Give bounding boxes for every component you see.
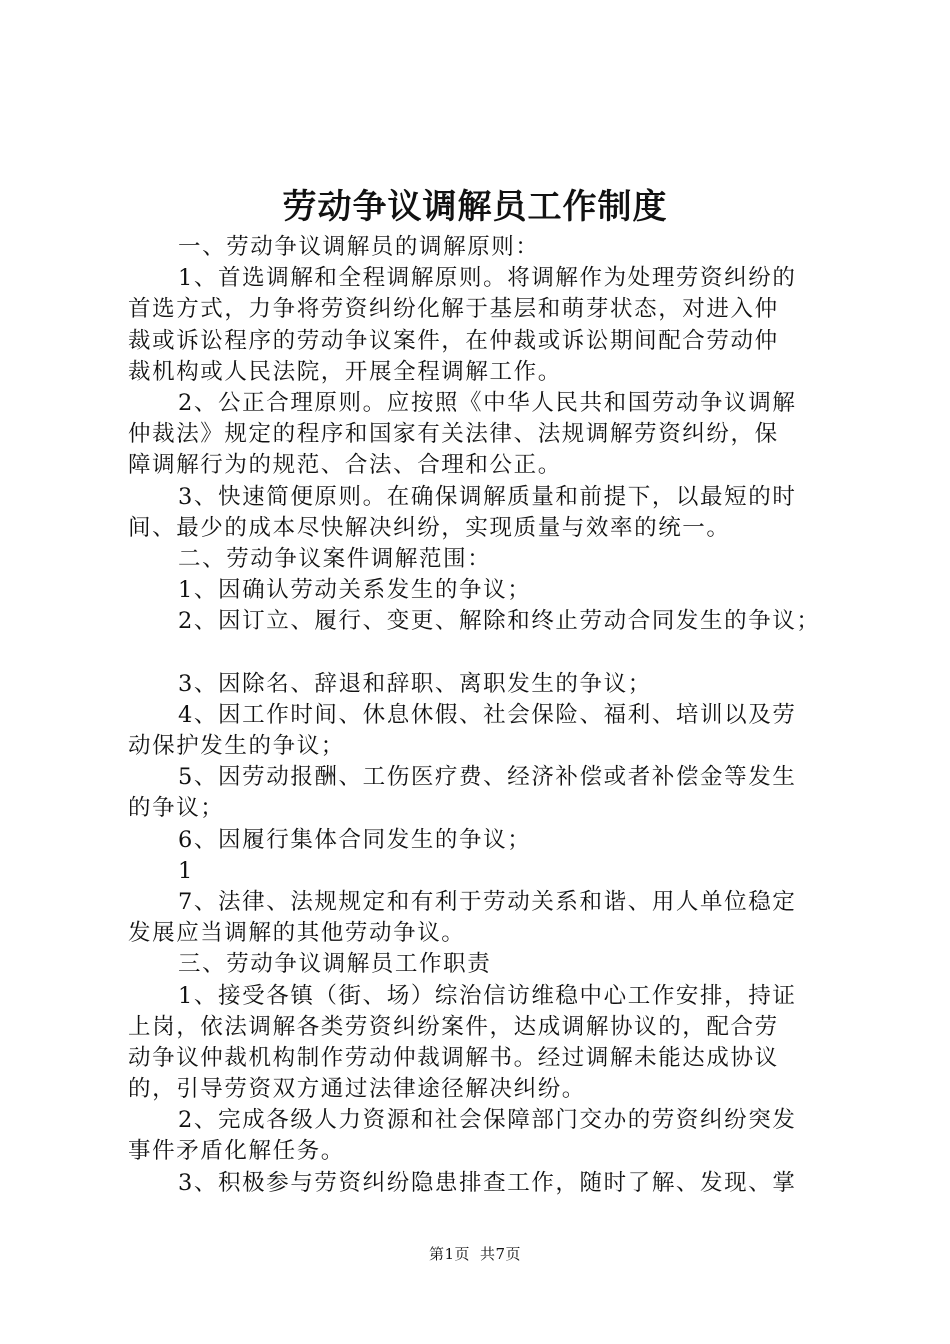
page-footer <box>0 1244 950 1264</box>
paragraph-line: 障调解行为的规范、合法、合理和公正。 <box>128 452 562 479</box>
page-number: 第1页 <box>428 1245 470 1263</box>
list-item: 1、因确认劳动关系发生的争议； <box>178 577 532 604</box>
paragraph-line: 3、积极参与劳资纠纷隐患排查工作，随时了解、发现、掌 <box>178 1169 797 1196</box>
document-body <box>128 232 834 1199</box>
document-title: 劳动争议调解员工作制度 <box>282 187 668 227</box>
paragraph-line: 3、快速简便原则。在确保调解质量和前提下，以最短的时 <box>178 483 797 510</box>
paragraph-line: 2、完成各级人力资源和社会保障部门交办的劳资纠纷突发 <box>178 1107 797 1134</box>
blank-line <box>128 637 834 668</box>
list-item: 2、因订立、履行、变更、解除和终止劳动合同发生的争议； <box>178 608 821 635</box>
paragraph-line: 的，引导劳资双方通过法律途径解决纠纷。 <box>128 1076 586 1103</box>
section-heading: 三、劳动争议调解员工作职责 <box>178 951 492 978</box>
list-item-continuation: 动保护发生的争议； <box>128 733 345 759</box>
paragraph-line: 1、首选调解和全程调解原则。将调解作为处理劳资纠纷的 <box>178 265 797 292</box>
list-item: 7、法律、法规规定和有利于劳动关系和谐、用人单位稳定 <box>178 888 797 915</box>
list-item: 6、因履行集体合同发生的争议； <box>178 826 532 853</box>
paragraph-line: 1、接受各镇（街、场）综治信访维稳中心工作安排，持证 <box>178 982 797 1009</box>
page-total: 共7页 <box>480 1245 522 1263</box>
section-heading: 二、劳动争议案件调解范围： <box>178 545 492 572</box>
paragraph-line: 上岗，依法调解各类劳资纠纷案件，达成调解协议的，配合劳 <box>128 1013 779 1040</box>
paragraph-line: 首选方式，力争将劳资纠纷化解于基层和萌芽状态，对进入仲 <box>128 296 779 323</box>
paragraph-line: 裁或诉讼程序的劳动争议案件，在仲裁或诉讼期间配合劳动仲 <box>128 327 779 354</box>
paragraph-line: 动争议仲裁机构制作劳动仲裁调解书。经过调解未能达成协议 <box>128 1044 779 1071</box>
stray-number: 1 <box>178 857 194 884</box>
list-item-continuation: 发展应当调解的其他劳动争议。 <box>128 920 466 947</box>
list-item: 5、因劳动报酬、工伤医疗费、经济补偿或者补偿金等发生 <box>178 764 797 791</box>
list-item-continuation: 的争议； <box>128 795 225 822</box>
list-item: 4、因工作时间、休息休假、社会保险、福利、培训以及劳 <box>178 701 797 728</box>
paragraph-line: 2、公正合理原则。应按照《中华人民共和国劳动争议调解 <box>178 389 797 416</box>
paragraph-line: 仲裁法》规定的程序和国家有关法律、法规调解劳资纠纷，保 <box>128 421 779 448</box>
paragraph-line: 裁机构或人民法院，开展全程调解工作。 <box>128 358 562 385</box>
paragraph-line: 间、最少的成本尽快解决纠纷，实现质量与效率的统一。 <box>128 514 731 541</box>
section-heading: 一、劳动争议调解员的调解原则： <box>178 234 540 260</box>
list-item: 3、因除名、辞退和辞职、离职发生的争议； <box>178 670 652 697</box>
paragraph-line: 事件矛盾化解任务。 <box>128 1138 345 1165</box>
